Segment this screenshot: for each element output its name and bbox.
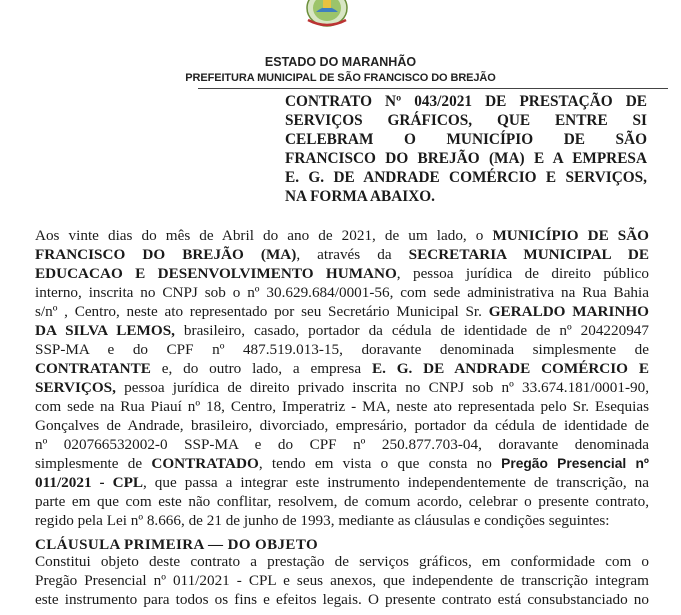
paragraph-line: com sede na Rua Piauí nº 18, Centro, Imperatriz - MA, neste ato representada pelo Sr. Esequias — [35, 398, 649, 415]
paragraph-line: EDUCACAO E DESENVOLVIMENTO HUMANO, pessoa jurídica de direito público — [35, 265, 649, 282]
municipal-coat-of-arms-icon — [304, 0, 350, 28]
title-line: CELEBRAM O MUNICÍPIO DE SÃO — [285, 130, 647, 148]
paragraph-line: 011/2021 - CPL, que passa a integrar este instrumento independentemente de transcrição, na — [35, 474, 649, 491]
secretary-name: GERALDO MARINHO — [488, 303, 649, 320]
clause-heading: CLÁUSULA PRIMEIRA — DO OBJETO — [35, 537, 319, 553]
prefeitura-header: PREFEITURA MUNICIPAL DE SÃO FRANCISCO DO BREJÃO — [185, 72, 496, 84]
paragraph-line: DA SILVA LEMOS, brasileiro, casado, portador da cédula de identidade de nº 204220947 — [35, 322, 649, 339]
paragraph-line: s/nº , Centro, neste ato representado por seu Secretário Municipal Sr. GERALDO MARINHO — [35, 303, 649, 320]
preamble-paragraph — [35, 226, 649, 530]
title-line: E. G. DE ANDRADE COMÉRCIO E SERVIÇOS, — [285, 168, 647, 186]
title-line: FRANCISCO DO BREJÃO (MA) E A EMPRESA — [285, 149, 647, 167]
pregao-reference: Pregão Presencial nº — [501, 456, 649, 471]
title-line: SERVIÇOS GRÁFICOS, QUE ENTRE SI — [285, 111, 647, 129]
paragraph-line: nº 020766532002-0 SSP-MA e do CPF nº 250.877.703-04, doravante denominada — [35, 436, 649, 453]
contract-title — [285, 93, 647, 206]
clause-paragraph — [35, 552, 649, 609]
state-header: ESTADO DO MARANHÃO — [264, 55, 417, 69]
contratado-label: CONTRATADO — [151, 455, 259, 472]
paragraph-line: regido pela Lei nº 8.666, de 21 de junho de 1993, mediante as cláusulas e condições seguintes: — [35, 512, 610, 529]
contratante-label: CONTRATANTE — [35, 360, 151, 377]
paragraph-line: SSP-MA e do CPF nº 487.519.013-15, doravante denominada simplesmente de — [35, 341, 649, 358]
paragraph-line: Gonçalves de Andrade, brasileiro, divorciado, empresário, portador da cédula de identidade de — [35, 417, 649, 434]
municipality-name: MUNICÍPIO DE SÃO — [492, 227, 649, 244]
paragraph-line: simplesmente de CONTRATADO, tendo em vista o que consta no Pregão Presencial nº — [35, 455, 649, 472]
paragraph-line: Aos vinte dias do mês de Abril do ano de 2021, de um lado, o MUNICÍPIO DE SÃO — [35, 227, 649, 244]
paragraph-line: SERVIÇOS, pessoa jurídica de direito privado inscrita no CNPJ sob nº 33.674.181/0001-90, — [35, 379, 649, 396]
header-divider — [198, 88, 668, 89]
paragraph-line: Pregão Presencial nº 011/2021 - CPL e seus anexos, que independente de transcrição integram — [35, 572, 649, 589]
paragraph-line: interno, inscrita no CNPJ sob o nº 30.629.684/0001-56, com sede administrativa na Rua Bahia — [35, 284, 649, 301]
paragraph-line: Constitui objeto deste contrato a prestação de serviços gráficos, em conformidade com o — [35, 553, 649, 570]
secretariat-name: SECRETARIA MUNICIPAL DE — [408, 246, 650, 263]
title-line: CONTRATO Nº 043/2021 DE PRESTAÇÃO DE — [285, 93, 647, 110]
title-line: NA FORMA ABAIXO. — [285, 187, 436, 205]
company-name: E. G. DE ANDRADE COMÉRCIO E — [371, 360, 649, 377]
paragraph-line: este instrumento para todos os fins e efeitos legais. O presente contrato está consubstanciado no — [35, 591, 649, 608]
paragraph-line: parte em que com este não conflitar, resolvem, de comum acordo, celebrar o presente contrato, — [35, 493, 649, 510]
paragraph-line: CONTRATANTE e, do outro lado, a empresa E. G. DE ANDRADE COMÉRCIO E — [35, 360, 649, 377]
paragraph-line: FRANCISCO DO BREJÃO (MA), através da SECRETARIA MUNICIPAL DE — [35, 246, 650, 263]
